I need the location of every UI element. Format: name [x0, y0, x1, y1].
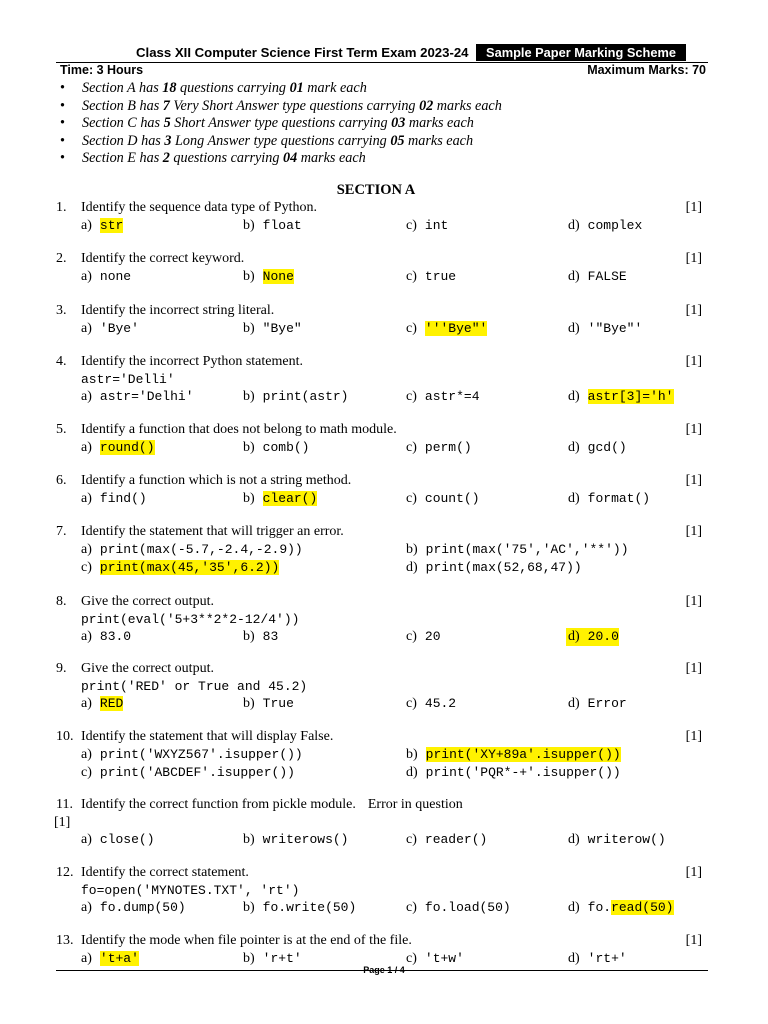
option-a: a) close() — [81, 832, 155, 847]
question-1 — [56, 199, 706, 235]
question-text: Identify the statement that will trigger an error. — [81, 524, 344, 539]
options-row — [56, 899, 706, 917]
option-a: a) print(max(-5.7,-2.4,-2.9)) — [81, 541, 303, 557]
question-number: 10. — [56, 729, 74, 744]
question-4 — [56, 353, 706, 406]
exam-header — [136, 44, 686, 61]
question-5 — [56, 421, 706, 457]
option-a: a) astr='Delhi' — [81, 388, 194, 404]
option-b: b) print('XY+89a'.isupper()) — [406, 746, 621, 762]
question-text: Give the correct output. — [81, 594, 214, 609]
option-d: d) writerow() — [568, 832, 666, 847]
option-b: b) print(max('75','AC','**')) — [406, 541, 629, 557]
bullet-icon: • — [60, 80, 65, 96]
question-number: 4. — [56, 354, 67, 369]
correct-answer-highlight: round() — [99, 439, 155, 455]
options-row — [56, 217, 706, 235]
option-a: a) find() — [81, 490, 147, 506]
option-c: c) '''Bye"' — [406, 320, 488, 336]
question-mark: [1] — [685, 594, 702, 609]
correct-answer-highlight: RED — [99, 695, 124, 711]
question-6 — [56, 472, 706, 508]
option-d: d) 20.0 — [568, 628, 619, 644]
options-row — [56, 268, 706, 286]
question-text: Identify the sequence data type of Python. — [81, 200, 317, 215]
question-mark: [1] — [685, 354, 702, 369]
question-number: 13. — [56, 933, 74, 948]
option-c: c) 't+w' — [406, 950, 464, 966]
instruction-item: • Section C has 5 Short Answer type questions carrying 03 marks each — [60, 115, 474, 131]
option-a: a) 't+a' — [81, 950, 139, 966]
question-text: Give the correct output. — [81, 661, 214, 676]
question-note: Error in question — [367, 797, 463, 812]
question-11 — [56, 796, 706, 849]
option-b: b) "Bye" — [243, 320, 302, 336]
question-text: Identify a function that does not belong to math module. — [81, 422, 397, 437]
question-code: astr='Delli' — [81, 371, 175, 387]
question-code: print(eval('5+3**2*2-12/4')) — [81, 611, 300, 627]
option-d: d) complex — [568, 217, 643, 233]
option-b: b) comb() — [243, 439, 310, 455]
question-text: Identify the incorrect string literal. — [81, 303, 275, 318]
question-mark: [1] — [685, 865, 702, 880]
option-b: b) float — [243, 217, 302, 233]
correct-answer-highlight: 't+a' — [99, 950, 139, 966]
option-d: d) Error — [568, 695, 627, 711]
option-d: d) astr[3]='h' — [568, 388, 674, 404]
exam-title: Class XII Computer Science First Term Exam 2023-24 — [136, 45, 469, 60]
options-row — [56, 320, 706, 338]
correct-answer-highlight: print('XY+89a'.isupper()) — [425, 746, 621, 762]
question-7 — [56, 523, 706, 577]
question-mark: [1] — [685, 729, 702, 744]
question-text: Identify the correct keyword. — [81, 251, 245, 266]
option-c: c) perm() — [406, 439, 472, 455]
correct-answer-highlight: '''Bye"' — [424, 320, 488, 336]
option-c: c) astr*=4 — [406, 388, 480, 404]
instruction-item: • Section A has 18 questions carrying 01 mark each — [60, 80, 367, 96]
options-row — [56, 439, 706, 457]
options-row — [56, 695, 706, 713]
correct-answer-highlight: print(max(45,'35',6.2)) — [99, 559, 280, 575]
exam-duration: Time: 3 Hours — [60, 63, 144, 77]
option-a: a) 83.0 — [81, 628, 132, 644]
option-d: d) fo.read(50) — [568, 899, 674, 915]
option-a: a) fo.dump(50) — [81, 899, 186, 915]
bullet-icon: • — [60, 115, 65, 131]
question-mark: [1] — [685, 473, 702, 488]
instruction-item: • Section B has 7 Very Short Answer type questions carrying 02 marks each — [60, 97, 502, 114]
option-b: b) writerows() — [243, 832, 349, 847]
option-a: a) round() — [81, 439, 155, 455]
option-c: c) 45.2 — [406, 695, 457, 711]
option-a: a) none — [81, 268, 132, 284]
options-row — [56, 764, 706, 782]
option-d: d) format() — [568, 490, 651, 506]
question-text: Identify a function which is not a string method. — [81, 473, 352, 488]
question-mark: [1] — [685, 661, 702, 676]
question-mark: [1] — [685, 200, 702, 215]
option-d: d) FALSE — [568, 268, 627, 284]
correct-answer-highlight: 20.0 — [587, 628, 619, 644]
options-row — [56, 490, 706, 508]
question-number: 2. — [56, 251, 67, 266]
correct-answer-highlight: clear() — [262, 490, 318, 506]
question-mark: [1] — [685, 251, 702, 266]
section-heading: SECTION A — [336, 182, 416, 198]
question-code: fo=open('MYNOTES.TXT', 'rt') — [81, 882, 300, 898]
option-d: d) print(max(52,68,47)) — [406, 559, 582, 575]
option-a: a) str — [81, 217, 124, 233]
correct-answer-highlight: None — [262, 268, 294, 284]
correct-answer-highlight: astr[3]='h' — [587, 388, 674, 404]
question-8 — [56, 593, 706, 646]
bullet-icon: • — [60, 132, 65, 149]
question-number: 1. — [56, 200, 67, 215]
page-number: Page 1 / 4 — [363, 965, 405, 975]
question-9 — [56, 660, 706, 713]
option-d: d) gcd() — [568, 439, 627, 455]
question-mark: [1] — [685, 524, 702, 539]
option-a: a) RED — [81, 695, 124, 711]
question-number: 11. — [56, 797, 73, 812]
question-text: Identify the correct function from pickle module. — [81, 797, 356, 812]
maximum-marks: Maximum Marks: 70 — [587, 63, 706, 77]
options-row — [56, 541, 706, 559]
option-c: c) 20 — [406, 628, 441, 644]
bullet-icon: • — [60, 97, 65, 114]
options-row — [56, 831, 706, 849]
question-mark: [1] — [54, 814, 71, 830]
option-c: c) print('ABCDEF'.isupper()) — [81, 764, 295, 780]
question-text: Identify the incorrect Python statement. — [81, 354, 303, 369]
option-b: b) 'r+t' — [243, 950, 302, 966]
option-c: c) reader() — [406, 832, 488, 847]
option-d: d) 'rt+' — [568, 950, 627, 966]
option-a: a) 'Bye' — [81, 320, 139, 336]
question-mark: [1] — [685, 303, 702, 318]
option-d: d) '"Bye"' — [568, 320, 643, 336]
option-b: b) print(astr) — [243, 388, 349, 404]
marking-scheme-badge: Sample Paper Marking Scheme — [476, 44, 686, 61]
bullet-icon: • — [60, 150, 65, 166]
question-number: 7. — [56, 524, 67, 539]
option-c: c) true — [406, 268, 457, 284]
options-row — [56, 746, 706, 764]
question-2 — [56, 250, 706, 286]
correct-answer-highlight: str — [99, 217, 124, 233]
question-text: Identify the statement that will display False. — [81, 729, 334, 744]
option-b: b) fo.write(50) — [243, 899, 357, 915]
question-number: 8. — [56, 594, 67, 609]
option-a: a) print('WXYZ567'.isupper()) — [81, 746, 303, 762]
question-mark: [1] — [685, 422, 702, 437]
section-instructions — [60, 80, 502, 168]
instruction-item: • Section D has 3 Long Answer type questions carrying 05 marks each — [60, 132, 474, 149]
question-number: 5. — [56, 422, 67, 437]
instruction-item: • Section E has 2 questions carrying 04 marks each — [60, 150, 366, 166]
question-number: 3. — [56, 303, 67, 318]
option-c: c) print(max(45,'35',6.2)) — [81, 559, 280, 575]
question-13 — [56, 932, 706, 968]
question-12 — [56, 864, 706, 917]
option-c: c) count() — [406, 490, 480, 506]
option-b: b) 83 — [243, 628, 279, 644]
question-number: 9. — [56, 661, 67, 676]
question-3 — [56, 302, 706, 338]
question-code: print('RED' or True and 45.2) — [81, 678, 308, 694]
question-10 — [56, 728, 706, 782]
option-d: d) print('PQR*-+'.isupper()) — [406, 764, 621, 780]
options-row — [56, 559, 706, 577]
question-text: Identify the mode when file pointer is at the end of the file. — [81, 933, 412, 948]
question-text: Identify the correct statement. — [81, 865, 249, 880]
options-row — [56, 388, 706, 406]
question-mark: [1] — [685, 933, 702, 948]
question-number: 12. — [56, 865, 74, 880]
option-b: b) True — [243, 695, 294, 711]
option-b: b) clear() — [243, 490, 318, 506]
options-row — [56, 628, 706, 646]
question-number: 6. — [56, 473, 67, 488]
correct-answer-highlight: read(50) — [611, 899, 674, 915]
option-c: c) int — [406, 217, 449, 233]
option-b: b) None — [243, 268, 294, 284]
option-c: c) fo.load(50) — [406, 899, 511, 915]
